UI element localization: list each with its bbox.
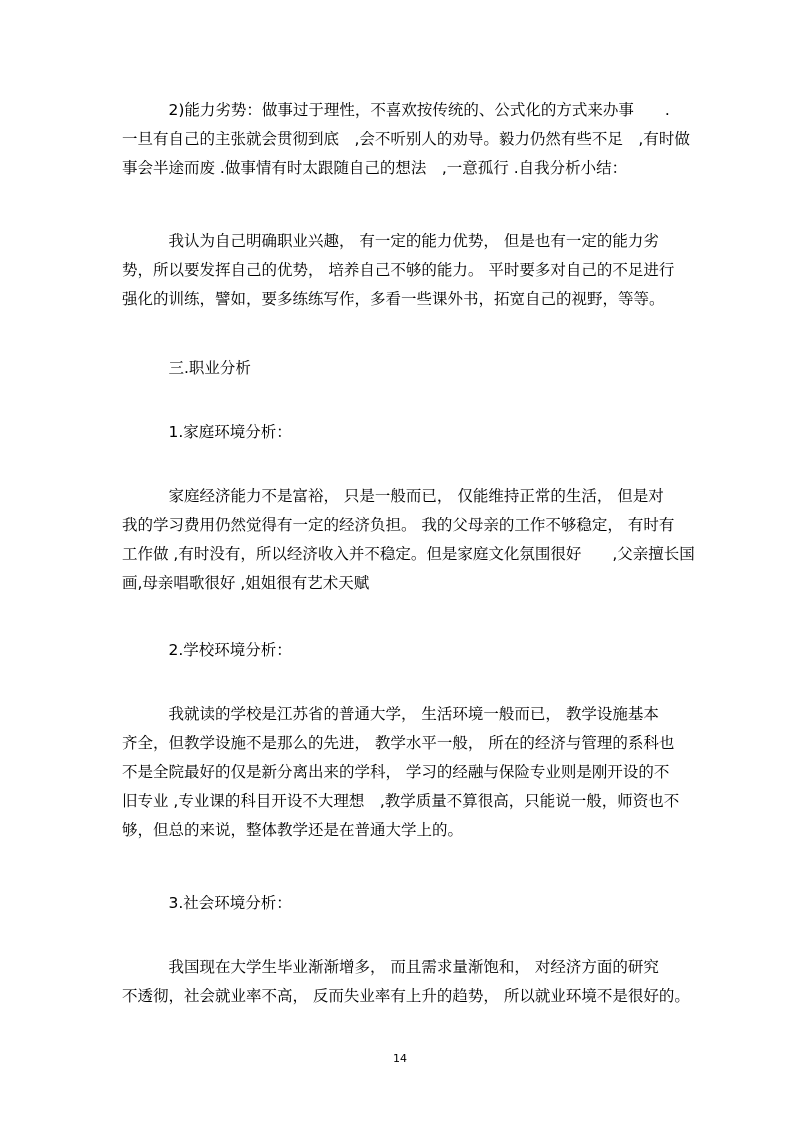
paragraph-school-environment [122, 700, 682, 845]
text-line: 工作做 ,有时没有，所以经济收入并不稳定。但是家庭文化氛围很好 ,父亲擅长国 [122, 545, 695, 563]
heading-text: 三.职业分析 [122, 359, 251, 377]
text-line: 不透彻，社会就业率不高， 反而失业率有上升的趋势， 所以就业环境不是很好的。 [122, 987, 690, 1005]
text-line: 我国现在大学生毕业渐渐增多， 而且需求量渐饱和， 对经济方面的研究 [122, 958, 659, 976]
section-heading-career-analysis [122, 354, 682, 383]
page-number: 14 [393, 1052, 407, 1065]
heading-text: 1.家庭环境分析： [122, 423, 292, 441]
heading-text: 3.社会环境分析： [122, 894, 292, 912]
text-line: 我就读的学校是江苏省的普通大学， 生活环境一般而已， 教学设施基本 [122, 705, 659, 723]
text-line: 齐全，但教学设施不是那么的先进， 教学水平一般， 所在的经济与管理的系科也 [122, 734, 675, 752]
text-line: 旧专业 ,专业课的科目开设不大理想 ,教学质量不算很高，只能说一般，师资也不 [122, 792, 680, 810]
text-line: 画,母亲唱歌很好 ,姐姐很有艺术天赋 [122, 574, 370, 592]
text-line: 势，所以要发挥自己的优势， 培养自己不够的能力。 平时要多对自己的不足进行 [122, 261, 675, 279]
text-line: 强化的训练，譬如，要多练练写作，多看一些课外书，拓宽自己的视野，等等。 [122, 290, 665, 308]
paragraph-family-environment [122, 482, 695, 598]
text-line: 一旦有自己的主张就会贯彻到底 ,会不听别人的劝导。毅力仍然有些不足 ,有时做 [122, 130, 690, 148]
subheading-family-environment [122, 418, 682, 447]
text-line: 不是全院最好的仅是新分离出来的学科， 学习的经融与保险专业则是刚开设的不 [122, 763, 670, 781]
text-line: 我认为自己明确职业兴趣， 有一定的能力优势， 但是也有一定的能力劣 [122, 232, 659, 250]
text-line: 我的学习费用仍然觉得有一定的经济负担。 我的父母亲的工作不够稳定， 有时有 [122, 516, 675, 534]
text-line: 家庭经济能力不是富裕， 只是一般而已， 仅能维持正常的生活， 但是对 [122, 487, 664, 505]
subheading-school-environment [122, 636, 682, 665]
text-line: 事会半途而废 .做事情有时太跟随自己的想法 ,一意孤行 .自我分析小结： [122, 159, 628, 177]
paragraph-ability-weakness [122, 96, 690, 183]
text-line: 够，但总的来说，整体教学还是在普通大学上的。 [122, 821, 464, 839]
subheading-social-environment [122, 889, 682, 918]
paragraph-social-environment [122, 953, 690, 1011]
heading-text: 2.学校环境分析： [122, 641, 292, 659]
paragraph-self-analysis-summary [122, 227, 682, 314]
text-line: 2)能力劣势：做事过于理性，不喜欢按传统的、公式化的方式来办事 . [122, 101, 670, 119]
